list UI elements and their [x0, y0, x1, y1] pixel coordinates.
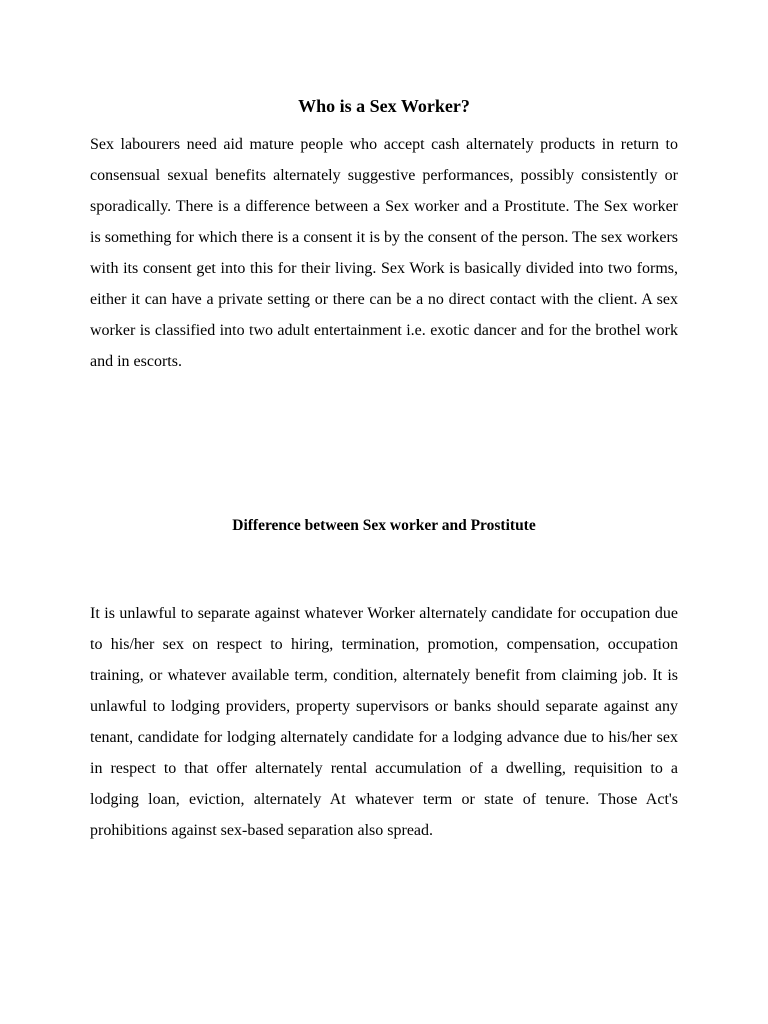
paragraph-difference: It is unlawful to separate against whatever Worker alternately candidate for occupation due to his/her sex on respect to hiring, termination, promotion, compensation, occupation training, or whatever available term, condition, alternately benefit from claiming job. It is unlawful to lodging providers, property supervisors or banks should separate against any tenant, candidate for lodging alternately candidate for a lodging advance due to his/her sex in respect to that offer alternately rental accumulation of a dwelling, requisition to a lodging loan, eviction, alternately At whatever term or state of tenure. Those Act's prohibitions against sex-based separation also spread. — [90, 605, 678, 839]
document-title: Who is a Sex Worker? — [298, 96, 470, 116]
section-heading-difference: Difference between Sex worker and Prostitute — [232, 517, 536, 534]
paragraph-sex-worker-definition: Sex labourers need aid mature people who accept cash alternately products in return to consensual sexual benefits alternately suggestive performances, possibly consistently or sporadically. There is a difference between a Sex worker and a Prostitute. The Sex worker is something for which there is a consent it is by the consent of the person. The sex workers with its consent get into this for their living. Sex Work is basically divided into two forms, either it can have a private setting or there can be a no direct contact with the client. A sex worker is classified into two adult entertainment i.e. exotic dancer and for the brothel work and in escorts. — [90, 136, 678, 370]
